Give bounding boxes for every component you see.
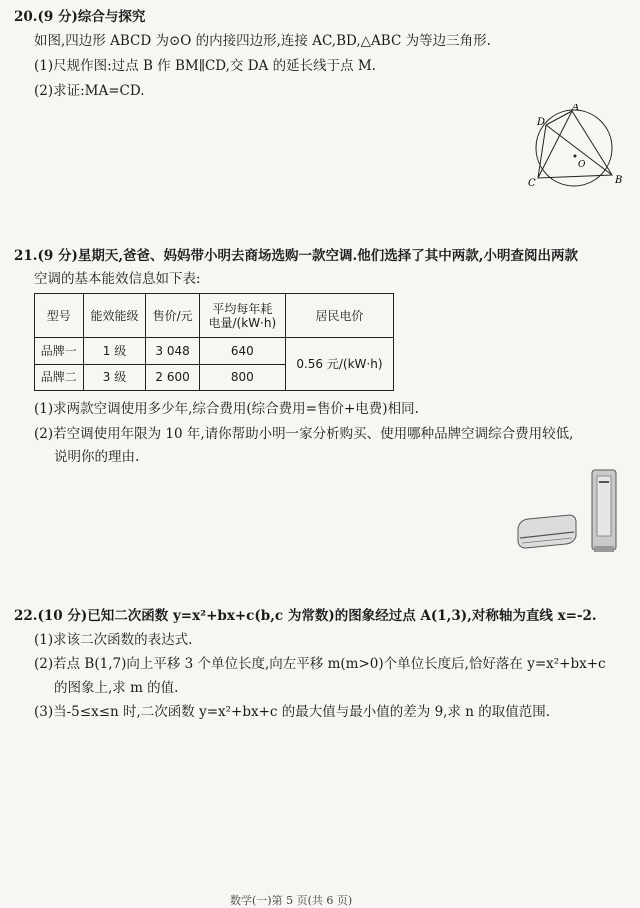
table-row: 品牌二 3 级 2 600 800	[35, 364, 394, 390]
col-grade: 能效能级	[83, 294, 146, 338]
label-a: A	[572, 104, 580, 113]
q21-part1: (1)求两款空调使用多少年,综合费用(综合费用=售价+电费)相同.	[34, 401, 419, 417]
elec-price-value: 0.56 元/(kW·h)	[285, 338, 393, 391]
q20-part1: (1)尺规作图:过点 B 作 BM∥CD,交 DA 的延长线于点 M.	[34, 58, 376, 74]
q22-part1: (1)求该二次函数的表达式.	[34, 632, 193, 648]
q20-stem: 如图,四边形 ABCD 为⊙O 的内接四边形,连接 AC,BD,△ABC 为等边三角形.	[34, 33, 491, 49]
label-d: D	[537, 117, 546, 128]
q20-heading: 20.(9 分)综合与探究	[14, 9, 146, 25]
circle-o	[536, 110, 612, 186]
table-row: 品牌一 1 级 3 048 640 0.56 元/(kW·h)	[35, 338, 394, 364]
q21-part2-cont: 说明你的理由.	[54, 449, 140, 465]
q22-part2-cont: 的图象上,求 m 的值.	[54, 680, 179, 696]
center-point	[574, 155, 577, 158]
q22-heading: 22.(10 分)已知二次函数 y=x²+bx+c(b,c 为常数)的图象经过点 A(1,3),对称轴为直线 x=-2.	[14, 608, 597, 624]
label-b: B	[615, 175, 623, 186]
ac-spec-table	[34, 293, 394, 391]
q20-part2: (2)求证:MA=CD.	[34, 83, 145, 99]
q21-heading-cont: 空调的基本能效信息如下表:	[34, 271, 201, 287]
q21-heading: 21.(9 分)星期天,爸爸、妈妈带小明去商场选购一款空调.他们选择了其中两款,小明查阅出两款	[14, 248, 578, 264]
col-energy: 平均每年耗 电量/(kW·h)	[199, 294, 285, 338]
q21-part2: (2)若空调使用年限为 10 年,请你帮助小明一家分析购买、使用哪种品牌空调综合费用较低,	[34, 426, 574, 442]
q22-part2: (2)若点 B(1,7)向上平移 3 个单位长度,向左平移 m(m>0)个单位长度后,恰好落在 y=x²+bx+c	[34, 656, 606, 672]
label-c: C	[528, 178, 536, 189]
col-elec-price: 居民电价	[285, 294, 393, 338]
page-footer: 数学(一)第 5 页(共 6 页)	[230, 894, 353, 907]
label-o: O	[578, 160, 586, 170]
circle-quadrilateral-figure	[522, 104, 628, 190]
air-conditioner-illustration	[512, 466, 632, 556]
q22-part3: (3)当-5≤x≤n 时,二次函数 y=x²+bx+c 的最大值与最小值的差为 9,求 n 的取值范围.	[34, 704, 551, 720]
col-price: 售价/元	[146, 294, 199, 338]
col-model: 型号	[35, 294, 84, 338]
